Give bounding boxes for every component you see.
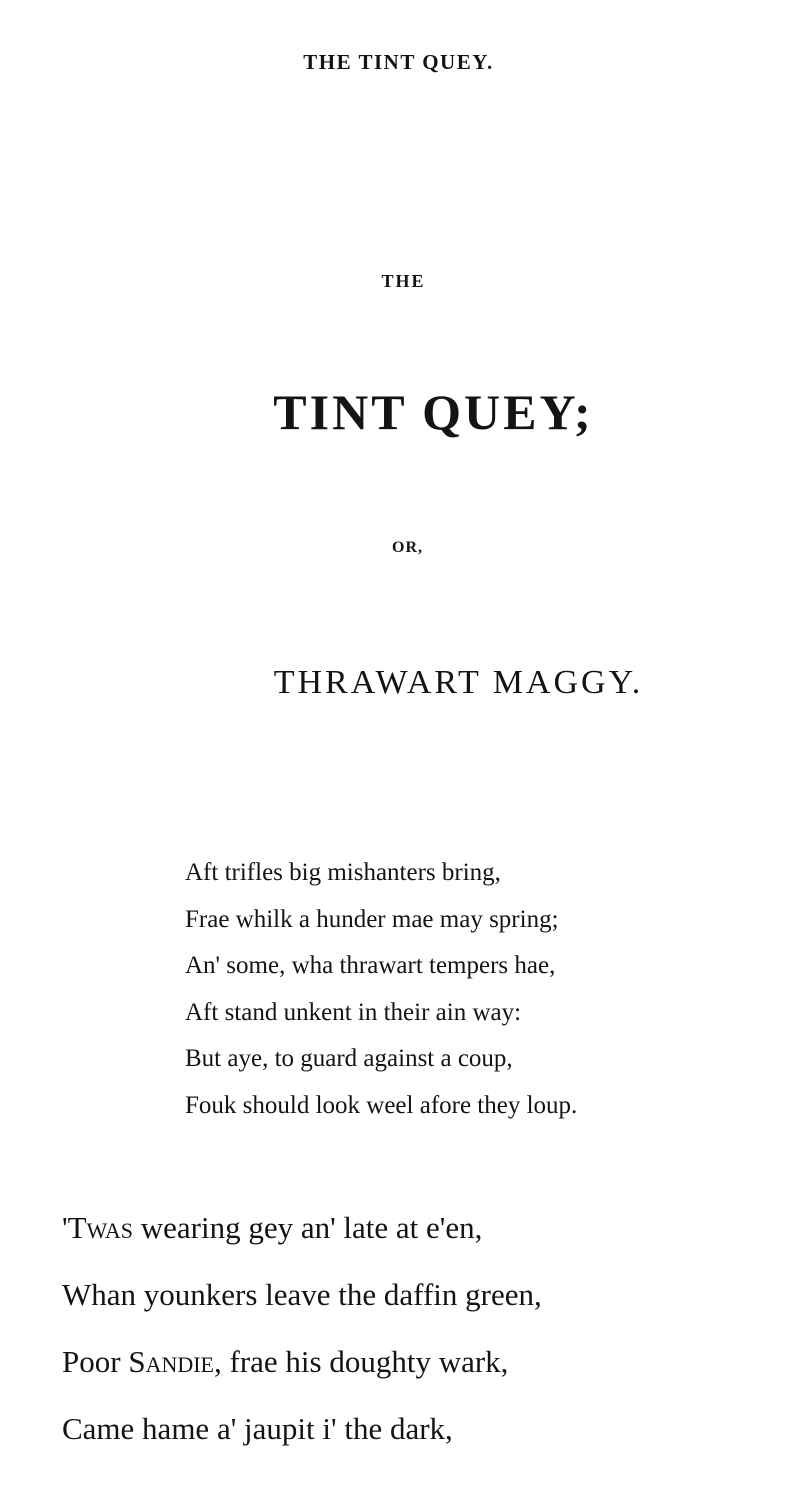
epigraph-line: Aft trifles big mishanters bring, xyxy=(185,859,501,886)
poem-line: Whan younkers leave the daffin green, xyxy=(62,1277,542,1312)
epigraph-line: An' some, wha thrawart tempers hae, xyxy=(185,952,556,979)
poem-body xyxy=(62,1194,542,1462)
poem-line xyxy=(62,1328,542,1395)
epigraph-line: Fouk should look weel afore they loup. xyxy=(185,1091,578,1119)
main-title: TINT QUEY; xyxy=(273,384,594,440)
poem-line-text: , frae his doughty wark, xyxy=(214,1344,509,1379)
epigraph-line: But aye, to guard against a coup, xyxy=(185,1045,513,1072)
subtitle: THRAWART MAGGY. xyxy=(273,664,644,701)
title-the: THE xyxy=(381,271,426,291)
poem-line xyxy=(62,1194,542,1261)
poem-line-text: wearing gey an' late at e'en, xyxy=(132,1210,483,1245)
poem-line-text: Poor xyxy=(62,1344,129,1379)
epigraph-line: Frae whilk a hunder mae may spring; xyxy=(185,905,559,933)
epigraph-line: Aft stand unkent in their ain way: xyxy=(185,998,522,1026)
poem-character-name: Sandie xyxy=(128,1344,214,1379)
epigraph xyxy=(185,850,577,1129)
poem-opening-word: 'Twas xyxy=(62,1210,133,1245)
title-or: OR, xyxy=(392,539,423,556)
running-head: THE TINT QUEY. xyxy=(303,50,494,74)
poem-line: Came hame a' jaupit i' the dark, xyxy=(62,1411,453,1446)
